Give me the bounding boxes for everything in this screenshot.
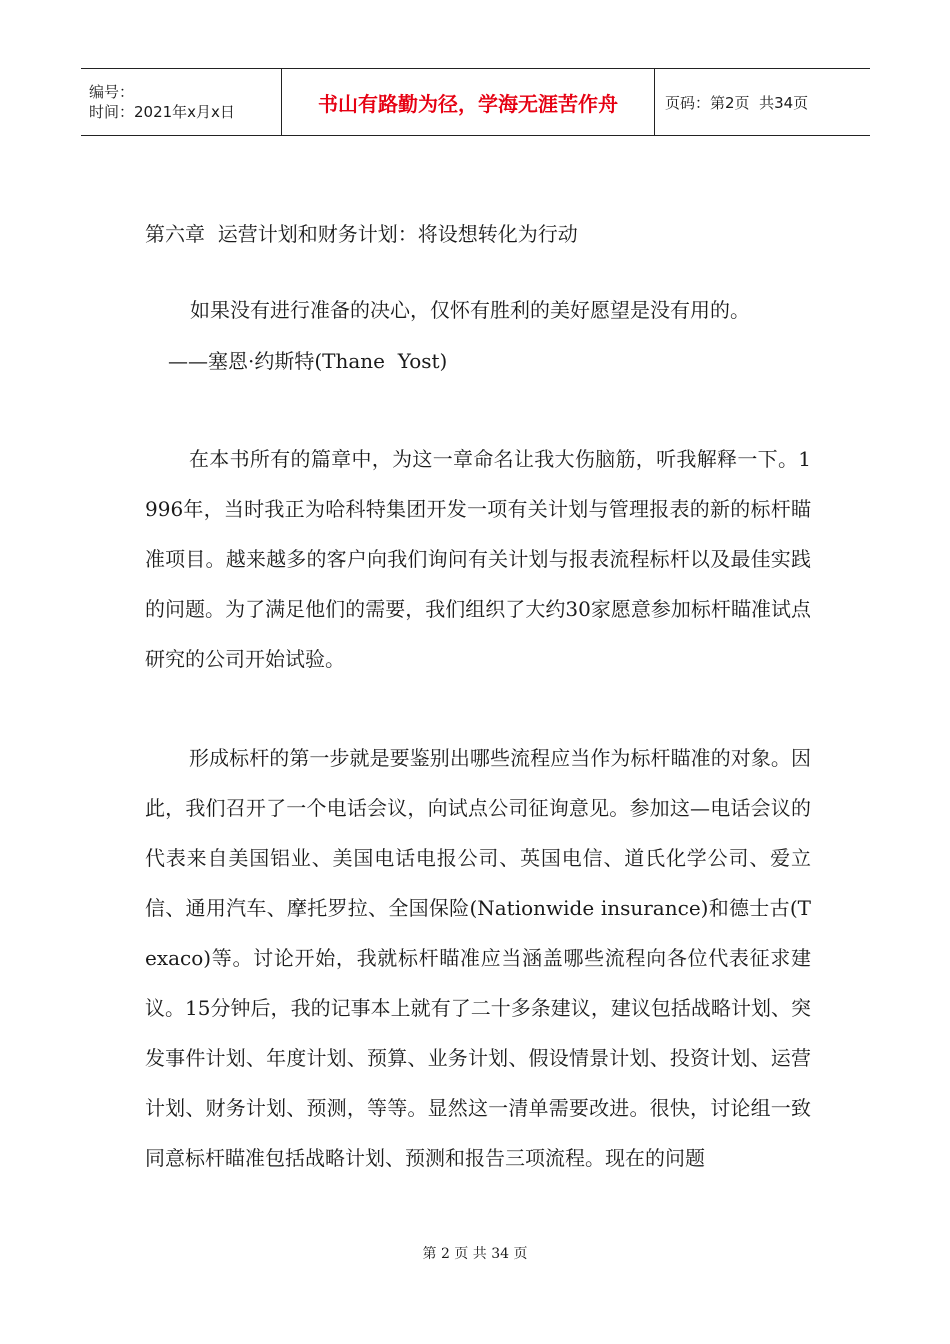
document-number-label: 编号： <box>89 83 135 101</box>
body-paragraph: 形成标杆的第一步就是要鉴别出哪些流程应当作为标杆瞄准的对象。因此，我们召开了一个电话会议，向试点公司征询意见。参加这—电话会议的代表来自美国铝业、美国电话电报公司、英国电信、道氏化学公司、爱立信、通用汽车、摩托罗拉、全国保险(Nationwide insurance)和德士古(Texaco)等。讨论开始，我就标杆瞄准应当涵盖哪些流程向各位代表征求建议。15分钟后，我的记事本上就有了二十多条建议，建议包括战略计划、突发事件计划、年度计划、预算、业务计划、假设情景计划、投资计划、运营计划、财务计划、预测，等等。显然这一清单需要改进。很快，讨论组一致同意标杆瞄准包括战略计划、预测和报告三项流程。现在的问题 <box>145 746 811 1170</box>
header-motto <box>282 69 655 135</box>
page-info-text: 页码：第2页 共34页 <box>665 93 809 112</box>
motto-text: 书山有路勤为径，学海无涯苦作舟 <box>318 91 618 116</box>
epigraph-author: ——塞恩·约斯特(Thane Yost) <box>168 349 448 373</box>
chapter-title: 第六章 运营计划和财务计划：将设想转化为行动 <box>145 222 578 246</box>
epigraph-quote: 如果没有进行准备的决心，仅怀有胜利的美好愿望是没有用的。 <box>190 298 750 322</box>
document-date: 时间：2021年x月x日 <box>89 103 235 121</box>
page-footer: 第 2 页 共 34 页 <box>422 1246 528 1262</box>
header-meta <box>81 69 282 135</box>
body-paragraph: 在本书所有的篇章中，为这一章命名让我大伤脑筋，听我解释一下。1996年，当时我正为哈科特集团开发一项有关计划与管理报表的新的标杆瞄准项目。越来越多的客户向我们询问有关计划与报表流程标杆以及最佳实践的问题。为了满足他们的需要，我们组织了大约30家愿意参加标杆瞄准试点研究的公司开始试验。 <box>145 447 811 671</box>
page-header <box>81 68 870 136</box>
header-page-info <box>655 69 870 135</box>
